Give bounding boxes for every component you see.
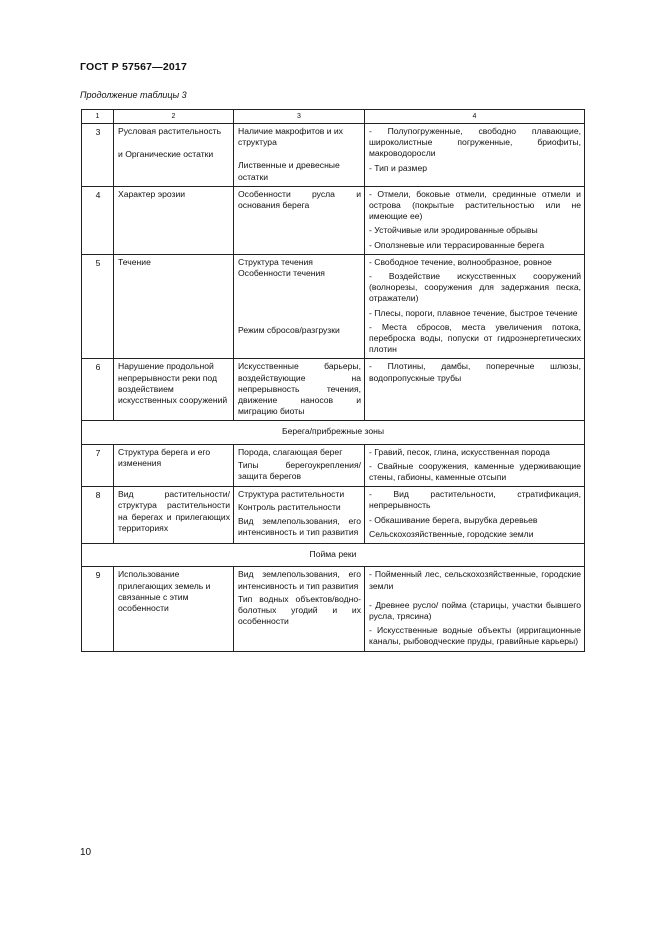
- table-row: [82, 567, 585, 651]
- cell-text: - Вид растительности, стратификация, непрерывность: [369, 489, 581, 511]
- description-cell: [365, 186, 585, 254]
- table-row: [82, 444, 585, 487]
- cell-text: - Воздействие искусственных сооружений (волнорезы, сооружения для задержания песка, отражатели): [369, 271, 581, 304]
- characteristic-cell: [234, 444, 365, 487]
- parameters-table: [81, 109, 585, 652]
- table-row: [82, 254, 585, 359]
- cell-text: Тип водных объектов/водно-болотных угодий и их особенности: [238, 593, 361, 627]
- cell-text: Русловая растительность: [118, 126, 222, 136]
- cell-text: Лиственные и древесные остатки: [238, 160, 340, 182]
- parameter-cell: [114, 567, 234, 651]
- row-number: 6: [82, 359, 114, 421]
- parameter-cell: [114, 444, 234, 487]
- cell-text: Искусственные барьеры, воздействующие на непрерывность течения, движение наносов и миграцию биоты: [238, 361, 361, 417]
- cell-text: - Гравий, песок, глина, искусственная порода: [369, 446, 550, 457]
- cell-text: - Обкашивание берега, вырубка деревьев: [369, 514, 538, 525]
- cell-text: - Искусственные водные объекты (ирригационные каналы, рыбоводческие пруды, гравийные карьеры): [369, 625, 581, 647]
- cell-text: Характер эрозии: [118, 188, 186, 199]
- row-number: 4: [82, 186, 114, 254]
- description-cell: [365, 254, 585, 359]
- column-number: 3: [234, 110, 365, 124]
- cell-text: Структура растительности: [238, 489, 345, 500]
- cell-text: - Древнее русло/ пойма (старицы, участки бывшего русла, трясина): [369, 599, 581, 621]
- characteristic-cell: [234, 359, 365, 421]
- cell-text: - Плотины, дамбы, поперечные шлюзы, водопропускные трубы: [369, 361, 581, 383]
- column-number-row: [82, 110, 585, 124]
- document-header: ГОСТ Р 57567—2017: [80, 61, 188, 73]
- cell-text: Контроль растительности: [238, 502, 341, 513]
- row-number: 8: [82, 487, 114, 544]
- row-number: 3: [82, 124, 114, 187]
- description-cell: [365, 567, 585, 651]
- characteristic-cell: [234, 124, 365, 187]
- row-number: 9: [82, 567, 114, 651]
- cell-text: Вид землепользования, его интенсивность и тип развития: [238, 569, 361, 591]
- table-row: [82, 186, 585, 254]
- description-cell: [365, 487, 585, 544]
- cell-text: Сельскохозяйственные, городские земли: [369, 528, 534, 539]
- cell-text: Течение: [118, 256, 151, 267]
- cell-text: Вид растительности/структура растительности на берегах и прилегающих территориях: [118, 489, 230, 533]
- table-row: [82, 124, 585, 187]
- cell-text: - Тип и размер: [369, 162, 428, 173]
- parameter-cell: [114, 186, 234, 254]
- description-cell: [365, 124, 585, 187]
- cell-text: Структура берега и его изменения: [118, 446, 211, 468]
- cell-text: - Оползневые или террасированные берега: [369, 239, 545, 250]
- parameter-cell: [114, 254, 234, 359]
- cell-text: - Пойменный лес, сельскохозяйственные, городские земли: [369, 569, 581, 591]
- section-title: Пойма реки: [82, 544, 585, 567]
- section-title: Берега/прибрежные зоны: [82, 421, 585, 444]
- cell-text: Нарушение продольной непрерывности реки под воздействием искусственных сооружений: [118, 361, 228, 406]
- cell-text: - Места сбросов, места увеличения потока, переброска воды, попуски от гидроэнергетических плотин: [369, 321, 581, 355]
- parameter-cell: [114, 487, 234, 544]
- table-row: [82, 487, 585, 544]
- cell-text: Режим сбросов/разгрузки: [238, 325, 340, 336]
- column-number: 2: [114, 110, 234, 124]
- characteristic-cell: [234, 567, 365, 651]
- characteristic-cell: [234, 186, 365, 254]
- cell-text: Типы берегоукрепления/защита берегов: [238, 459, 361, 482]
- cell-text: - Свайные сооружения, каменные удерживающие стены, габионы, каменные отсыпи: [369, 460, 581, 483]
- parameter-cell: [114, 359, 234, 421]
- cell-text: и Органические остатки: [118, 149, 214, 160]
- cell-text: Наличие макрофитов и их структура: [238, 126, 343, 148]
- cell-text: Использование прилегающих земель и связанные с этим особенности: [118, 569, 211, 613]
- cell-text: - Отмели, боковые отмели, срединные отмели и острова (покрытые растительностью или не имеющие ее): [369, 188, 581, 222]
- cell-text: Особенности течения: [238, 268, 325, 279]
- table-row: [82, 359, 585, 421]
- cell-text: Особенности русла и основания берега: [238, 188, 361, 211]
- row-number: 5: [82, 254, 114, 359]
- characteristic-cell: [234, 254, 365, 359]
- cell-text: - Устойчивые или эродированные обрывы: [369, 225, 538, 236]
- cell-text: Структура течения: [238, 256, 313, 267]
- table-caption: Продолжение таблицы 3: [80, 90, 187, 100]
- cell-text: - Плесы, пороги, плавное течение, быстрое течение: [369, 307, 578, 318]
- cell-text: Порода, слагающая берег: [238, 446, 343, 457]
- cell-text: - Полупогруженные, свободно плавающие, широколистные погруженные, бриофиты, макроводоросли: [369, 126, 581, 159]
- cell-text: Вид землепользования, его интенсивность и тип развития: [238, 515, 361, 537]
- characteristic-cell: [234, 487, 365, 544]
- cell-text: - Свободное течение, волнообразное, ровное: [369, 256, 552, 267]
- section-row: [82, 421, 585, 444]
- description-cell: [365, 444, 585, 487]
- description-cell: [365, 359, 585, 421]
- column-number: 4: [365, 110, 585, 124]
- column-number: 1: [82, 110, 114, 124]
- parameter-cell: [114, 124, 234, 187]
- page-number: 10: [80, 847, 92, 858]
- row-number: 7: [82, 444, 114, 487]
- section-row: [82, 544, 585, 567]
